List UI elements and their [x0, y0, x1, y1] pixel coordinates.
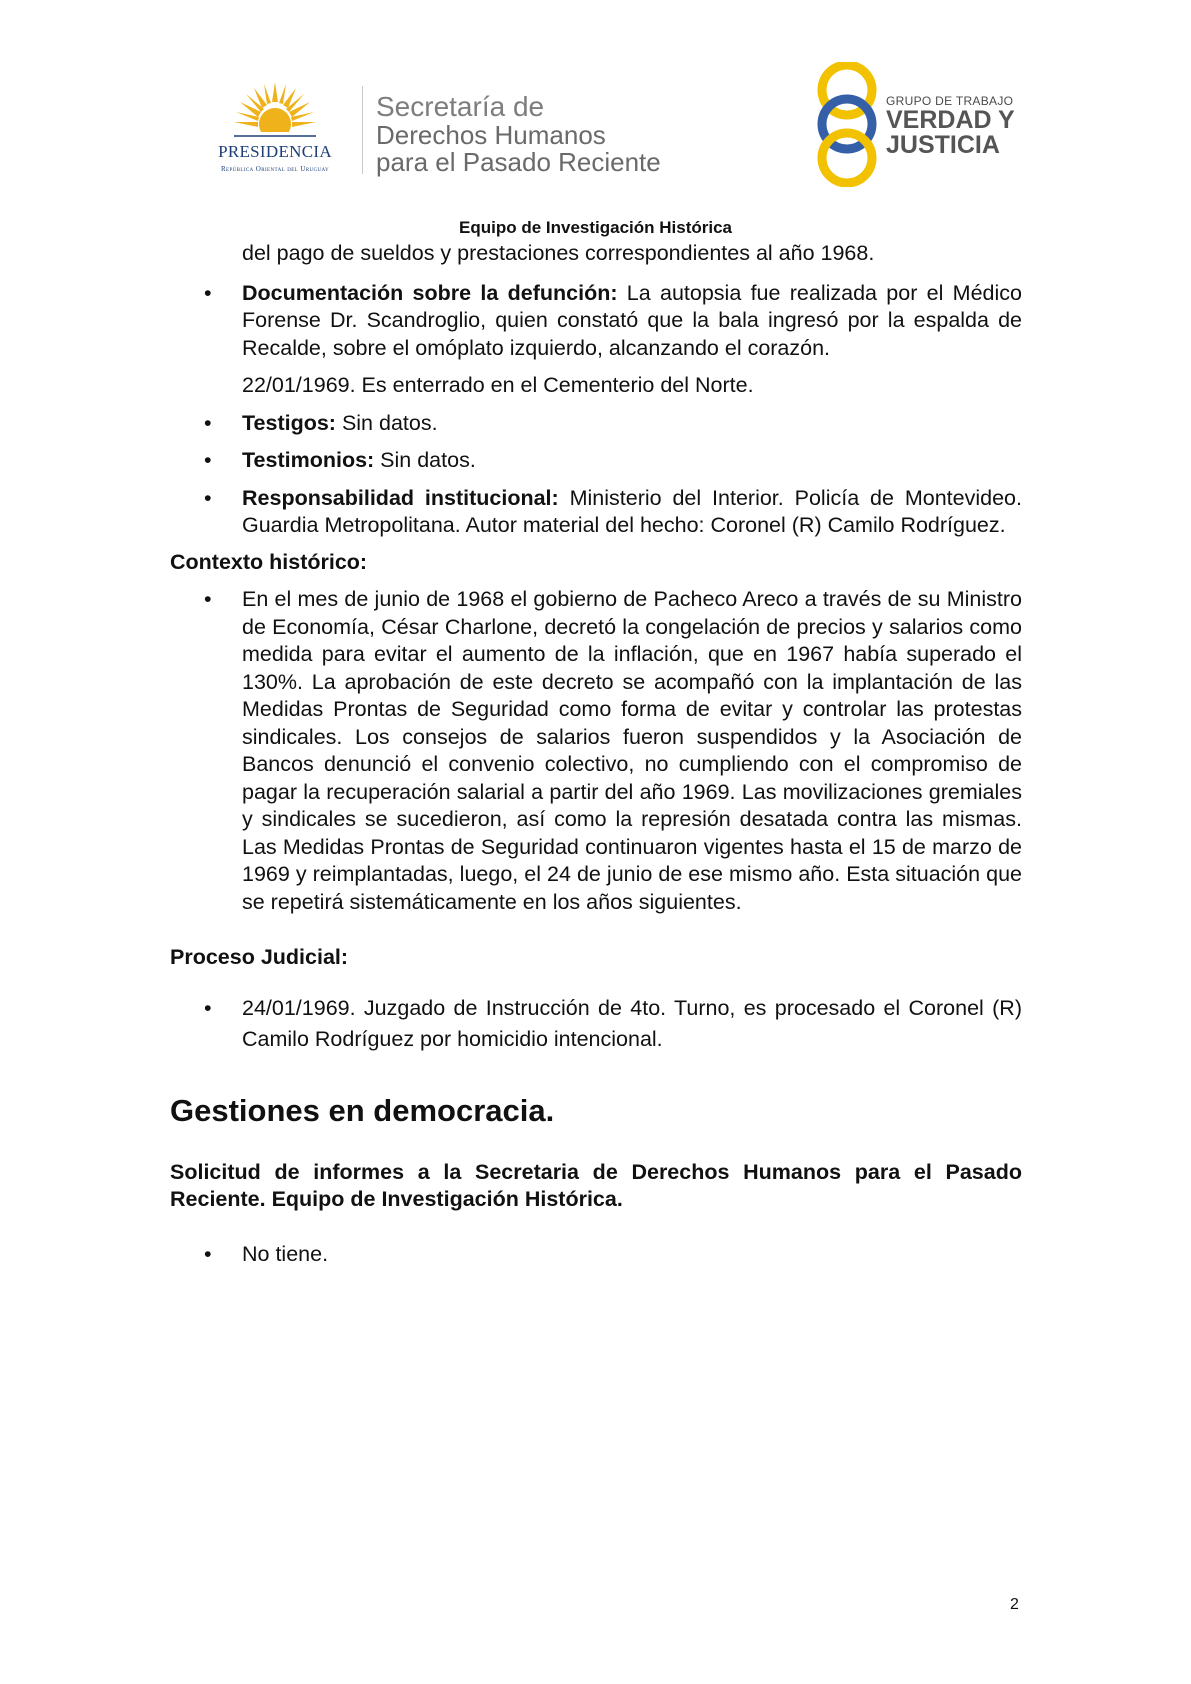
- list-item-contexto: [170, 586, 1022, 916]
- secretaria-line2: Derechos Humanos: [376, 120, 606, 150]
- list-item-defuncion: [170, 280, 1022, 363]
- grupo-line3: JUSTICIA: [886, 131, 1000, 159]
- linked-rings-icon: [812, 62, 882, 187]
- header-divider: [362, 86, 363, 174]
- entierro-line: 22/01/1969. Es enterrado en el Cementerio del Norte.: [242, 373, 754, 397]
- responsabilidad-text: Ministerio del Interior. Policía de Montevideo. Guardia Metropolitana. Autor material del hecho: Coronel (R) Camilo Rodríguez.: [242, 485, 1022, 537]
- proceso-text: 24/01/1969. Juzgado de Instrucción de 4to. Turno, es procesado el Coronel (R) Camilo Rodríguez por homicidio intencional.: [242, 995, 1022, 1051]
- bullet-icon: •: [204, 485, 212, 510]
- bullet-icon: •: [204, 410, 212, 435]
- bullet-icon: •: [204, 587, 212, 611]
- bullet-icon: •: [204, 1241, 212, 1266]
- list-item-responsabilidad: [170, 485, 1022, 540]
- defuncion-text: La autopsia fue realizada por el Médico Forense Dr. Scandroglio, quien constató que la bala ingresó por la espalda de Recalde, sobre el omóplato izquierdo, alcanzando el corazón.: [242, 280, 1022, 360]
- continued-line: del pago de sueldos y prestaciones correspondientes al año 1968.: [242, 241, 875, 265]
- testigos-text: Sin datos.: [335, 410, 438, 435]
- secretaria-line1: Secretaría de: [376, 91, 545, 122]
- contexto-heading: Contexto histórico:: [170, 549, 368, 574]
- bullet-icon: •: [204, 280, 212, 305]
- bullet-icon: •: [204, 995, 212, 1020]
- list-item-no-tiene: [170, 1241, 1022, 1269]
- page-number: 2: [1010, 1596, 1019, 1613]
- grupo-line2: VERDAD Y: [886, 106, 1015, 134]
- document-body: [170, 240, 1022, 1268]
- bullet-icon: •: [204, 448, 212, 472]
- defuncion-label: Documentación sobre la defunción:: [242, 280, 618, 305]
- list-item-testigos: [170, 410, 1022, 438]
- gestiones-subheading: Solicitud de informes a la Secretaria de Derechos Humanos para el Pasado Reciente. Equipo de Investigación Histórica.: [170, 1159, 1022, 1211]
- secretaria-line3: para el Pasado Reciente: [376, 147, 661, 177]
- presidencia-subtitle: República Oriental del Uruguay: [220, 165, 330, 173]
- gestiones-heading: Gestiones en democracia.: [170, 1092, 555, 1128]
- testigos-label: Testigos:: [242, 410, 336, 435]
- team-header: Equipo de Investigación Histórica: [459, 218, 732, 237]
- presidencia-name: PRESIDENCIA: [218, 142, 332, 161]
- responsabilidad-label: Responsabilidad institucional:: [242, 485, 559, 510]
- grupo-line1: GRUPO DE TRABAJO: [886, 94, 1014, 108]
- verdad-justicia-logo: [812, 62, 1022, 187]
- list-item-testimonios: [170, 447, 1022, 475]
- no-tiene-text: No tiene.: [242, 1241, 329, 1266]
- sun-emblem-icon: [234, 80, 316, 142]
- proceso-heading: Proceso Judicial:: [170, 945, 349, 969]
- contexto-text: En el mes de junio de 1968 el gobierno de Pacheco Areco a través de su Ministro de Economía, César Charlone, decretó la congelación de precios y salarios como medida para evitar el aumento de la inflación, que en 1967 había superado el 130%. La aprobación de este decreto se acompañó con la implantación de las Medidas Prontas de Seguridad como forma de evitar y controlar las protestas sindicales. Los consejos de salarios fueron suspendidos y la Asociación de Bancos denunció el convenio colectivo, no cumpliendo con el compromiso de pagar la recuperación salarial a partir del año 1969. Las movilizaciones gremiales y sindicales se sucedieron, así como la represión desatada contra las mismas. Las Medidas Prontas de Seguridad continuaron vigentes hasta el 15 de marzo de 1969 y reimplantadas, luego, el 24 de junio de ese mismo año. Esta situación que se repetirá sistemáticamente en los años siguientes.: [242, 587, 1022, 914]
- secretaria-logo-text: [376, 92, 661, 176]
- testimonios-label: Testimonios:: [242, 448, 375, 472]
- presidencia-logo: [194, 80, 356, 180]
- testimonios-text: Sin datos.: [374, 448, 476, 472]
- list-item-proceso: [170, 993, 1022, 1055]
